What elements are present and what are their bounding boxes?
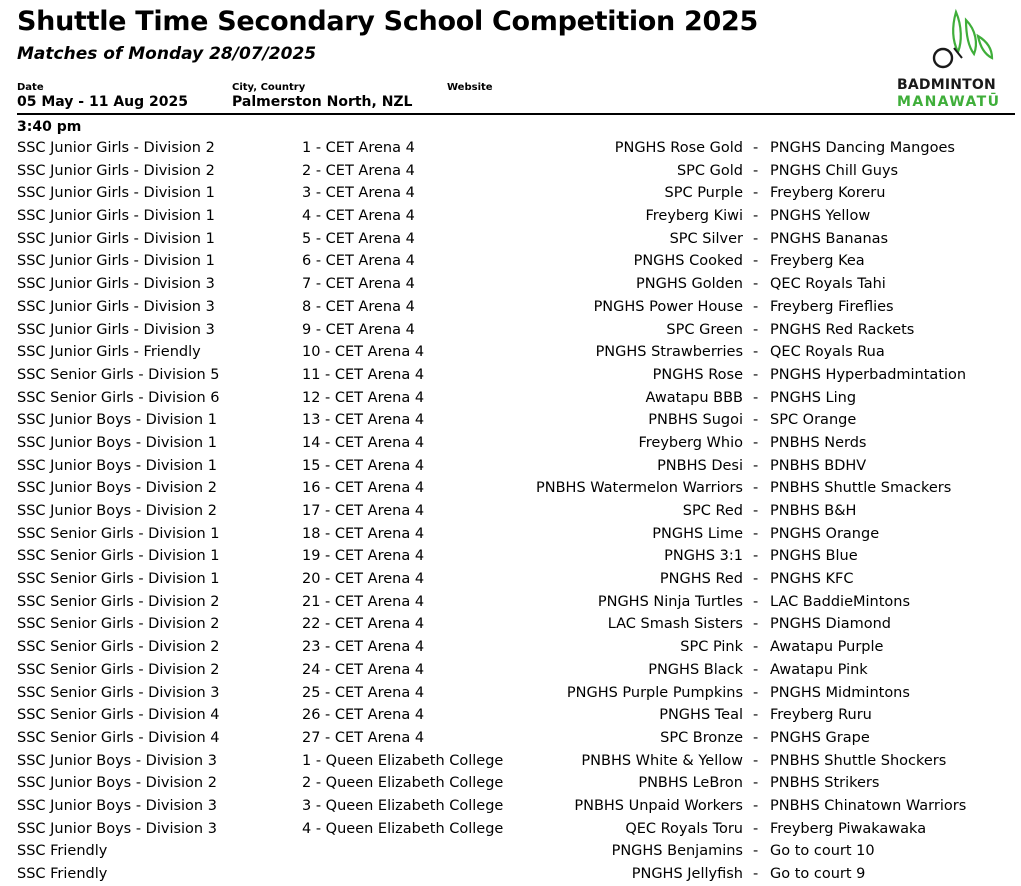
match-list	[0, 137, 1021, 886]
away-team-cell: Go to court 9	[770, 866, 866, 882]
away-team-cell: SPC Orange	[770, 412, 857, 429]
away-team-cell: PNGHS Blue	[770, 548, 858, 565]
away-team-cell: Awatapu Pink	[770, 661, 868, 678]
court-cell: 1 - CET Arena 4	[302, 140, 415, 156]
versus-separator: -	[753, 820, 759, 837]
division-cell: SSC Junior Girls - Division 1	[17, 253, 215, 270]
away-team-cell: PNGHS Diamond	[770, 616, 892, 633]
versus-separator: -	[753, 412, 759, 429]
versus-separator: -	[753, 140, 759, 156]
court-cell: 4 - CET Arena 4	[302, 208, 415, 225]
versus-separator: -	[753, 548, 759, 565]
location-label: City, Country	[232, 82, 306, 93]
court-cell: 9 - CET Arena 4	[302, 321, 415, 338]
court-cell: 19 - CET Arena 4	[302, 548, 425, 565]
court-cell: 3 - Queen Elizabeth College	[302, 797, 504, 814]
home-team-cell: PNGHS Strawberries	[595, 344, 743, 361]
versus-separator: -	[753, 298, 759, 315]
home-team-cell: QEC Royals Toru	[625, 820, 743, 837]
court-cell: 18 - CET Arena 4	[302, 525, 425, 542]
court-cell: 25 - CET Arena 4	[302, 684, 425, 701]
court-cell: 7 - CET Arena 4	[302, 276, 415, 293]
logo-wordmark-line1: BADMINTON	[897, 77, 996, 93]
away-team-cell: QEC Royals Tahi	[770, 276, 886, 293]
away-team-cell: PNGHS KFC	[770, 571, 854, 588]
away-team-cell: Freyberg Ruru	[770, 707, 872, 724]
session-time: 3:40 pm	[17, 119, 82, 135]
away-team-cell: PNGHS Grape	[770, 729, 870, 746]
away-team-cell: QEC Royals Rua	[770, 344, 885, 361]
home-team-cell: SPC Purple	[664, 185, 743, 202]
home-team-cell: PNGHS Red	[659, 571, 743, 588]
court-cell: 22 - CET Arena 4	[302, 616, 425, 633]
match-row	[0, 205, 1021, 228]
versus-separator: -	[753, 457, 759, 474]
division-cell: SSC Friendly	[17, 866, 108, 882]
versus-separator: -	[753, 253, 759, 270]
away-team-cell: Freyberg Piwakawaka	[770, 820, 927, 837]
match-row	[0, 228, 1021, 251]
home-team-cell: SPC Pink	[680, 639, 743, 656]
match-row	[0, 840, 1021, 863]
versus-separator: -	[753, 593, 759, 610]
division-cell: SSC Senior Girls - Division 3	[17, 684, 220, 701]
home-team-cell: SPC Gold	[676, 162, 743, 179]
court-cell: 11 - CET Arena 4	[302, 366, 425, 383]
away-team-cell: PNBHS BDHV	[770, 457, 867, 474]
division-cell: SSC Junior Boys - Division 3	[17, 820, 217, 837]
division-cell: SSC Junior Girls - Friendly	[17, 344, 201, 361]
versus-separator: -	[753, 321, 759, 338]
division-cell: SSC Junior Boys - Division 3	[17, 752, 217, 769]
division-cell: SSC Junior Boys - Division 2	[17, 480, 217, 497]
court-cell: 21 - CET Arena 4	[302, 593, 425, 610]
logo-wordmark-line2: MANAWATŪ	[897, 94, 1001, 110]
versus-separator: -	[753, 434, 759, 451]
match-row	[0, 568, 1021, 591]
court-cell: 8 - CET Arena 4	[302, 298, 415, 315]
away-team-cell: PNGHS Red Rackets	[770, 321, 915, 338]
away-team-cell: LAC BaddieMintons	[770, 593, 911, 610]
court-cell: 12 - CET Arena 4	[302, 389, 425, 406]
versus-separator: -	[753, 684, 759, 701]
division-cell: SSC Senior Girls - Division 2	[17, 661, 220, 678]
home-team-cell: SPC Bronze	[660, 729, 743, 746]
court-cell: 2 - CET Arena 4	[302, 162, 415, 179]
match-row	[0, 818, 1021, 841]
versus-separator: -	[753, 503, 759, 519]
division-cell: SSC Junior Boys - Division 1	[17, 434, 217, 451]
division-cell: SSC Senior Girls - Division 4	[17, 707, 220, 724]
home-team-cell: SPC Green	[666, 321, 743, 338]
location-value: Palmerston North, NZL	[232, 94, 413, 110]
home-team-cell: PNBHS Unpaid Workers	[574, 797, 743, 814]
division-cell: SSC Senior Girls - Division 1	[17, 571, 220, 588]
division-cell: SSC Junior Girls - Division 1	[17, 230, 215, 247]
header-divider	[17, 113, 1015, 115]
page-title: Shuttle Time Secondary School Competition 2025	[17, 6, 758, 37]
versus-separator: -	[753, 843, 759, 860]
away-team-cell: Freyberg Koreru	[770, 185, 886, 202]
match-row	[0, 500, 1021, 523]
match-row	[0, 296, 1021, 319]
match-row	[0, 772, 1021, 795]
court-cell: 17 - CET Arena 4	[302, 503, 425, 519]
match-row	[0, 455, 1021, 478]
home-team-cell: PNGHS Rose	[652, 366, 743, 383]
home-team-cell: PNBHS White & Yellow	[581, 752, 743, 769]
versus-separator: -	[753, 775, 759, 792]
match-row	[0, 387, 1021, 410]
website-label: Website	[447, 82, 493, 93]
versus-separator: -	[753, 525, 759, 542]
page-subtitle: Matches of Monday 28/07/2025	[17, 44, 317, 64]
home-team-cell: Freyberg Kiwi	[645, 208, 743, 225]
division-cell: SSC Junior Girls - Division 1	[17, 208, 215, 225]
home-team-cell: PNBHS Watermelon Warriors	[536, 480, 743, 497]
division-cell: SSC Junior Girls - Division 3	[17, 276, 215, 293]
court-cell: 2 - Queen Elizabeth College	[302, 775, 504, 792]
away-team-cell: Freyberg Kea	[770, 253, 865, 270]
away-team-cell: PNGHS Chill Guys	[770, 162, 899, 179]
match-row	[0, 409, 1021, 432]
home-team-cell: SPC Red	[682, 503, 743, 519]
division-cell: SSC Senior Girls - Division 4	[17, 729, 220, 746]
division-cell: SSC Junior Boys - Division 1	[17, 457, 217, 474]
division-cell: SSC Senior Girls - Division 1	[17, 525, 220, 542]
home-team-cell: PNGHS Purple Pumpkins	[566, 684, 743, 701]
match-row	[0, 523, 1021, 546]
away-team-cell: PNGHS Hyperbadmintation	[770, 366, 967, 383]
versus-separator: -	[753, 797, 759, 814]
match-row	[0, 273, 1021, 296]
court-cell: 13 - CET Arena 4	[302, 412, 425, 429]
versus-separator: -	[753, 866, 759, 882]
home-team-cell: Awatapu BBB	[645, 389, 743, 406]
match-row	[0, 137, 1021, 160]
home-team-cell: PNGHS Jellyfish	[631, 866, 743, 882]
versus-separator: -	[753, 729, 759, 746]
home-team-cell: PNGHS Teal	[659, 707, 743, 724]
match-row	[0, 591, 1021, 614]
versus-separator: -	[753, 616, 759, 633]
match-row	[0, 182, 1021, 205]
away-team-cell: PNBHS Shuttle Smackers	[770, 480, 952, 497]
match-row	[0, 364, 1021, 387]
division-cell: SSC Senior Girls - Division 2	[17, 639, 220, 656]
division-cell: SSC Junior Girls - Division 2	[17, 140, 215, 156]
court-cell: 15 - CET Arena 4	[302, 457, 425, 474]
division-cell: SSC Junior Boys - Division 2	[17, 503, 217, 519]
home-team-cell: PNGHS Golden	[636, 276, 743, 293]
home-team-cell: PNBHS Desi	[657, 457, 743, 474]
court-cell: 6 - CET Arena 4	[302, 253, 415, 270]
division-cell: SSC Junior Boys - Division 3	[17, 797, 217, 814]
away-team-cell: PNGHS Bananas	[770, 230, 889, 247]
home-team-cell: Freyberg Whio	[638, 434, 743, 451]
match-row	[0, 160, 1021, 183]
match-row	[0, 432, 1021, 455]
match-row	[0, 659, 1021, 682]
court-cell: 27 - CET Arena 4	[302, 729, 425, 746]
date-label: Date	[17, 82, 44, 93]
away-team-cell: PNGHS Dancing Mangoes	[770, 140, 955, 156]
division-cell: SSC Friendly	[17, 843, 108, 860]
division-cell: SSC Senior Girls - Division 2	[17, 593, 220, 610]
away-team-cell: PNBHS Strikers	[770, 775, 880, 792]
versus-separator: -	[753, 707, 759, 724]
match-row	[0, 795, 1021, 818]
division-cell: SSC Junior Boys - Division 2	[17, 775, 217, 792]
court-cell: 5 - CET Arena 4	[302, 230, 415, 247]
versus-separator: -	[753, 276, 759, 293]
home-team-cell: PNGHS Cooked	[633, 253, 743, 270]
versus-separator: -	[753, 661, 759, 678]
court-cell: 16 - CET Arena 4	[302, 480, 425, 497]
versus-separator: -	[753, 185, 759, 202]
division-cell: SSC Junior Girls - Division 2	[17, 162, 215, 179]
match-row	[0, 250, 1021, 273]
versus-separator: -	[753, 162, 759, 179]
home-team-cell: PNGHS Lime	[652, 525, 743, 542]
away-team-cell: Go to court 10	[770, 843, 875, 860]
court-cell: 10 - CET Arena 4	[302, 344, 425, 361]
division-cell: SSC Junior Boys - Division 1	[17, 412, 217, 429]
versus-separator: -	[753, 344, 759, 361]
match-row	[0, 863, 1021, 886]
home-team-cell: PNBHS Sugoi	[648, 412, 743, 429]
away-team-cell: PNBHS Chinatown Warriors	[770, 797, 967, 814]
versus-separator: -	[753, 752, 759, 769]
home-team-cell: LAC Smash Sisters	[607, 616, 743, 633]
home-team-cell: PNGHS Ninja Turtles	[597, 593, 743, 610]
date-value: 05 May - 11 Aug 2025	[17, 94, 189, 110]
home-team-cell: PNGHS Benjamins	[611, 843, 743, 860]
away-team-cell: PNBHS B&H	[770, 503, 857, 519]
away-team-cell: PNBHS Nerds	[770, 434, 867, 451]
court-cell: 4 - Queen Elizabeth College	[302, 820, 504, 837]
match-row	[0, 682, 1021, 705]
court-cell: 26 - CET Arena 4	[302, 707, 425, 724]
division-cell: SSC Senior Girls - Division 1	[17, 548, 220, 565]
court-cell: 23 - CET Arena 4	[302, 639, 425, 656]
match-row	[0, 319, 1021, 342]
home-team-cell: PNBHS LeBron	[638, 775, 743, 792]
home-team-cell: PNGHS Rose Gold	[614, 140, 743, 156]
division-cell: SSC Junior Girls - Division 3	[17, 298, 215, 315]
versus-separator: -	[753, 639, 759, 656]
away-team-cell: Freyberg Fireflies	[770, 298, 894, 315]
match-row	[0, 545, 1021, 568]
court-cell: 1 - Queen Elizabeth College	[302, 752, 504, 769]
versus-separator: -	[753, 366, 759, 383]
versus-separator: -	[753, 208, 759, 225]
division-cell: SSC Junior Girls - Division 1	[17, 185, 215, 202]
away-team-cell: Awatapu Purple	[770, 639, 884, 656]
division-cell: SSC Senior Girls - Division 2	[17, 616, 220, 633]
versus-separator: -	[753, 230, 759, 247]
match-row	[0, 704, 1021, 727]
away-team-cell: PNBHS Shuttle Shockers	[770, 752, 947, 769]
away-team-cell: PNGHS Yellow	[770, 208, 871, 225]
division-cell: SSC Senior Girls - Division 6	[17, 389, 220, 406]
away-team-cell: PNGHS Ling	[770, 389, 857, 406]
court-cell: 20 - CET Arena 4	[302, 571, 425, 588]
home-team-cell: PNGHS Power House	[593, 298, 743, 315]
match-row	[0, 750, 1021, 773]
division-cell: SSC Junior Girls - Division 3	[17, 321, 215, 338]
home-team-cell: SPC Silver	[669, 230, 743, 247]
match-row	[0, 613, 1021, 636]
court-cell: 24 - CET Arena 4	[302, 661, 425, 678]
away-team-cell: PNGHS Orange	[770, 525, 880, 542]
match-row	[0, 341, 1021, 364]
home-team-cell: PNGHS 3:1	[664, 548, 743, 565]
versus-separator: -	[753, 480, 759, 497]
division-cell: SSC Senior Girls - Division 5	[17, 366, 220, 383]
match-row	[0, 477, 1021, 500]
versus-separator: -	[753, 389, 759, 406]
away-team-cell: PNGHS Midmintons	[770, 684, 910, 701]
home-team-cell: PNGHS Black	[648, 661, 743, 678]
match-row	[0, 636, 1021, 659]
court-cell: 3 - CET Arena 4	[302, 185, 415, 202]
versus-separator: -	[753, 571, 759, 588]
match-row	[0, 727, 1021, 750]
court-cell: 14 - CET Arena 4	[302, 434, 425, 451]
